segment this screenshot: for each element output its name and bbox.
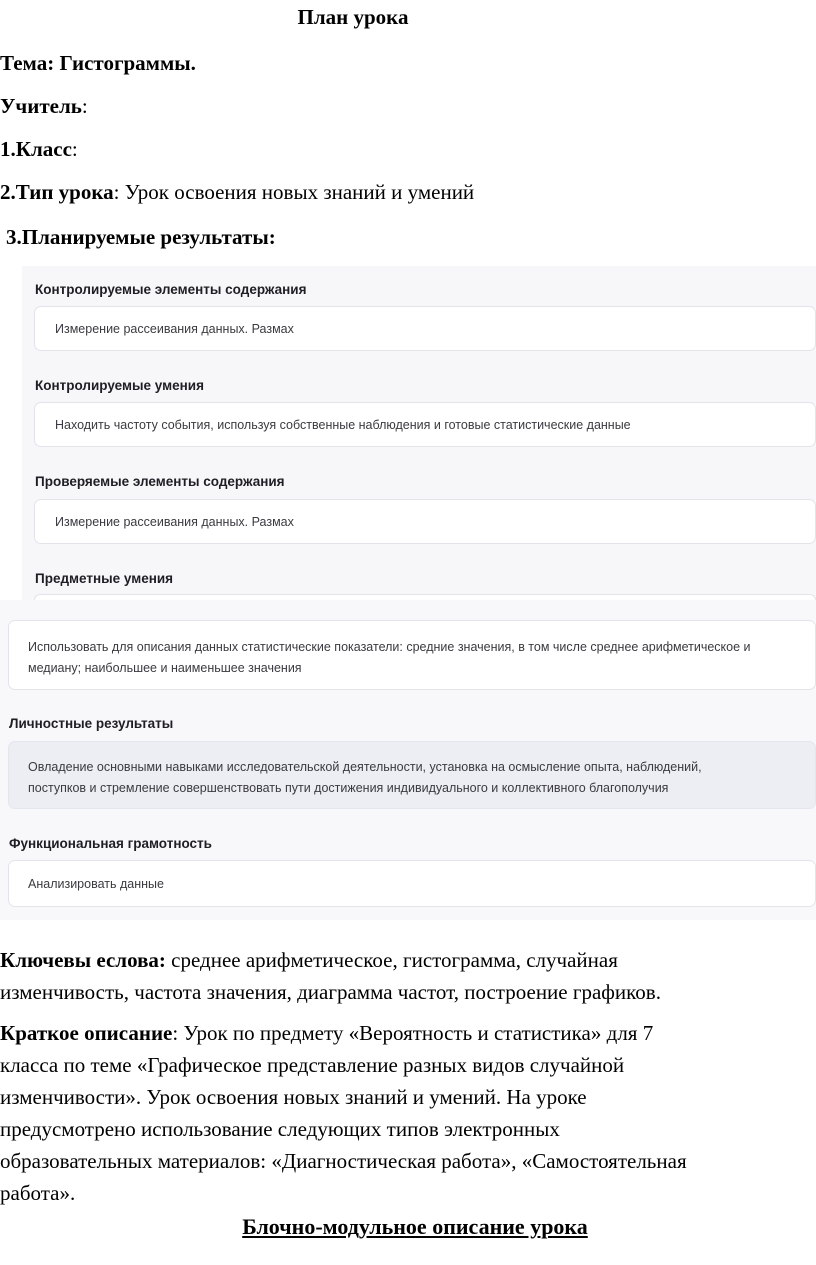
description-label: Краткое описание <box>0 1021 173 1045</box>
keywords-paragraph <box>0 944 810 1008</box>
personal-results-value-line1: Овладение основными навыками исследовательской деятельности, установка на осмысление опыта, наблюдений, <box>28 760 702 774</box>
personal-results-value-line2: поступков и стремление совершенствовать пути достижения индивидуального и коллективного благополучия <box>28 781 669 795</box>
description-line6: работа». <box>0 1181 76 1205</box>
description-line1: : Урок по предмету «Вероятность и статистика» для 7 <box>172 1021 654 1045</box>
description-line4: предусмотрено использование следующих типов электронных <box>0 1117 560 1141</box>
personal-results-field <box>8 741 816 809</box>
teacher-colon: : <box>81 94 88 118</box>
description-paragraph <box>0 1017 810 1209</box>
keywords-line1: среднее арифметическое, гистограмма, случайная <box>165 948 618 972</box>
description-line3: изменчивости». Урок освоения новых знаний и умений. На уроке <box>0 1085 587 1109</box>
controlled-elements-value: Измерение рассеивания данных. Размах <box>55 322 294 336</box>
controlled-skills-value: Находить частоту события, используя собственные наблюдения и готовые статистические данные <box>55 418 631 432</box>
keywords-line2: изменчивость, частота значения, диаграмма частот, построение графиков. <box>0 980 661 1004</box>
lesson-type-label: 2.Тип урока <box>0 180 114 204</box>
topic-line <box>0 51 196 75</box>
results-heading <box>6 225 276 249</box>
controlled-skills-field <box>34 402 816 447</box>
grade-line <box>0 137 78 161</box>
functional-literacy-label: Функциональная грамотность <box>9 836 212 851</box>
subject-skills-label: Предметные умения <box>35 571 174 586</box>
functional-literacy-value: Анализировать данные <box>28 877 164 891</box>
checked-elements-label: Проверяемые элементы содержания <box>35 474 285 489</box>
keywords-label: Ключевы еслова: <box>0 948 166 972</box>
description-line5: образовательных материалов: «Диагностическая работа», «Самостоятельная <box>0 1149 687 1173</box>
controlled-elements-field <box>34 306 816 351</box>
lesson-type-line <box>0 180 474 204</box>
topic-label: Тема: <box>0 51 55 75</box>
description-line2: класса по теме «Графическое представление разных видов случайной <box>0 1053 625 1077</box>
controlled-elements-label: Контролируемые элементы содержания <box>35 282 307 297</box>
subject-skills-value-line2: медиану; наибольшее и наименьшее значения <box>28 661 302 675</box>
grade-colon: : <box>71 137 78 161</box>
results-heading-text: 3.Планируемые результаты: <box>6 225 276 249</box>
teacher-label: Учитель <box>0 94 82 118</box>
grade-label: 1.Класс <box>0 137 72 161</box>
page-title: План урока <box>297 5 409 29</box>
results-panel-bottom <box>0 600 816 920</box>
teacher-line <box>0 94 88 118</box>
subject-skills-value-line1: Использовать для описания данных статистические показатели: средние значения, в том числе среднее арифметическое и <box>28 640 751 654</box>
block-heading: Блочно-модульное описание урока <box>242 1214 588 1239</box>
checked-elements-field <box>34 499 816 544</box>
controlled-skills-label: Контролируемые умения <box>35 378 204 393</box>
results-panel-top <box>22 266 816 600</box>
topic-value: Гистограммы. <box>59 51 196 75</box>
lesson-type-value: Урок освоения новых знаний и умений <box>119 180 475 204</box>
checked-elements-value: Измерение рассеивания данных. Размах <box>55 515 294 529</box>
subject-skills-field <box>8 620 816 690</box>
lesson-type-colon: : <box>113 180 120 204</box>
functional-literacy-field <box>8 860 816 907</box>
personal-results-label: Личностные результаты <box>9 716 174 731</box>
